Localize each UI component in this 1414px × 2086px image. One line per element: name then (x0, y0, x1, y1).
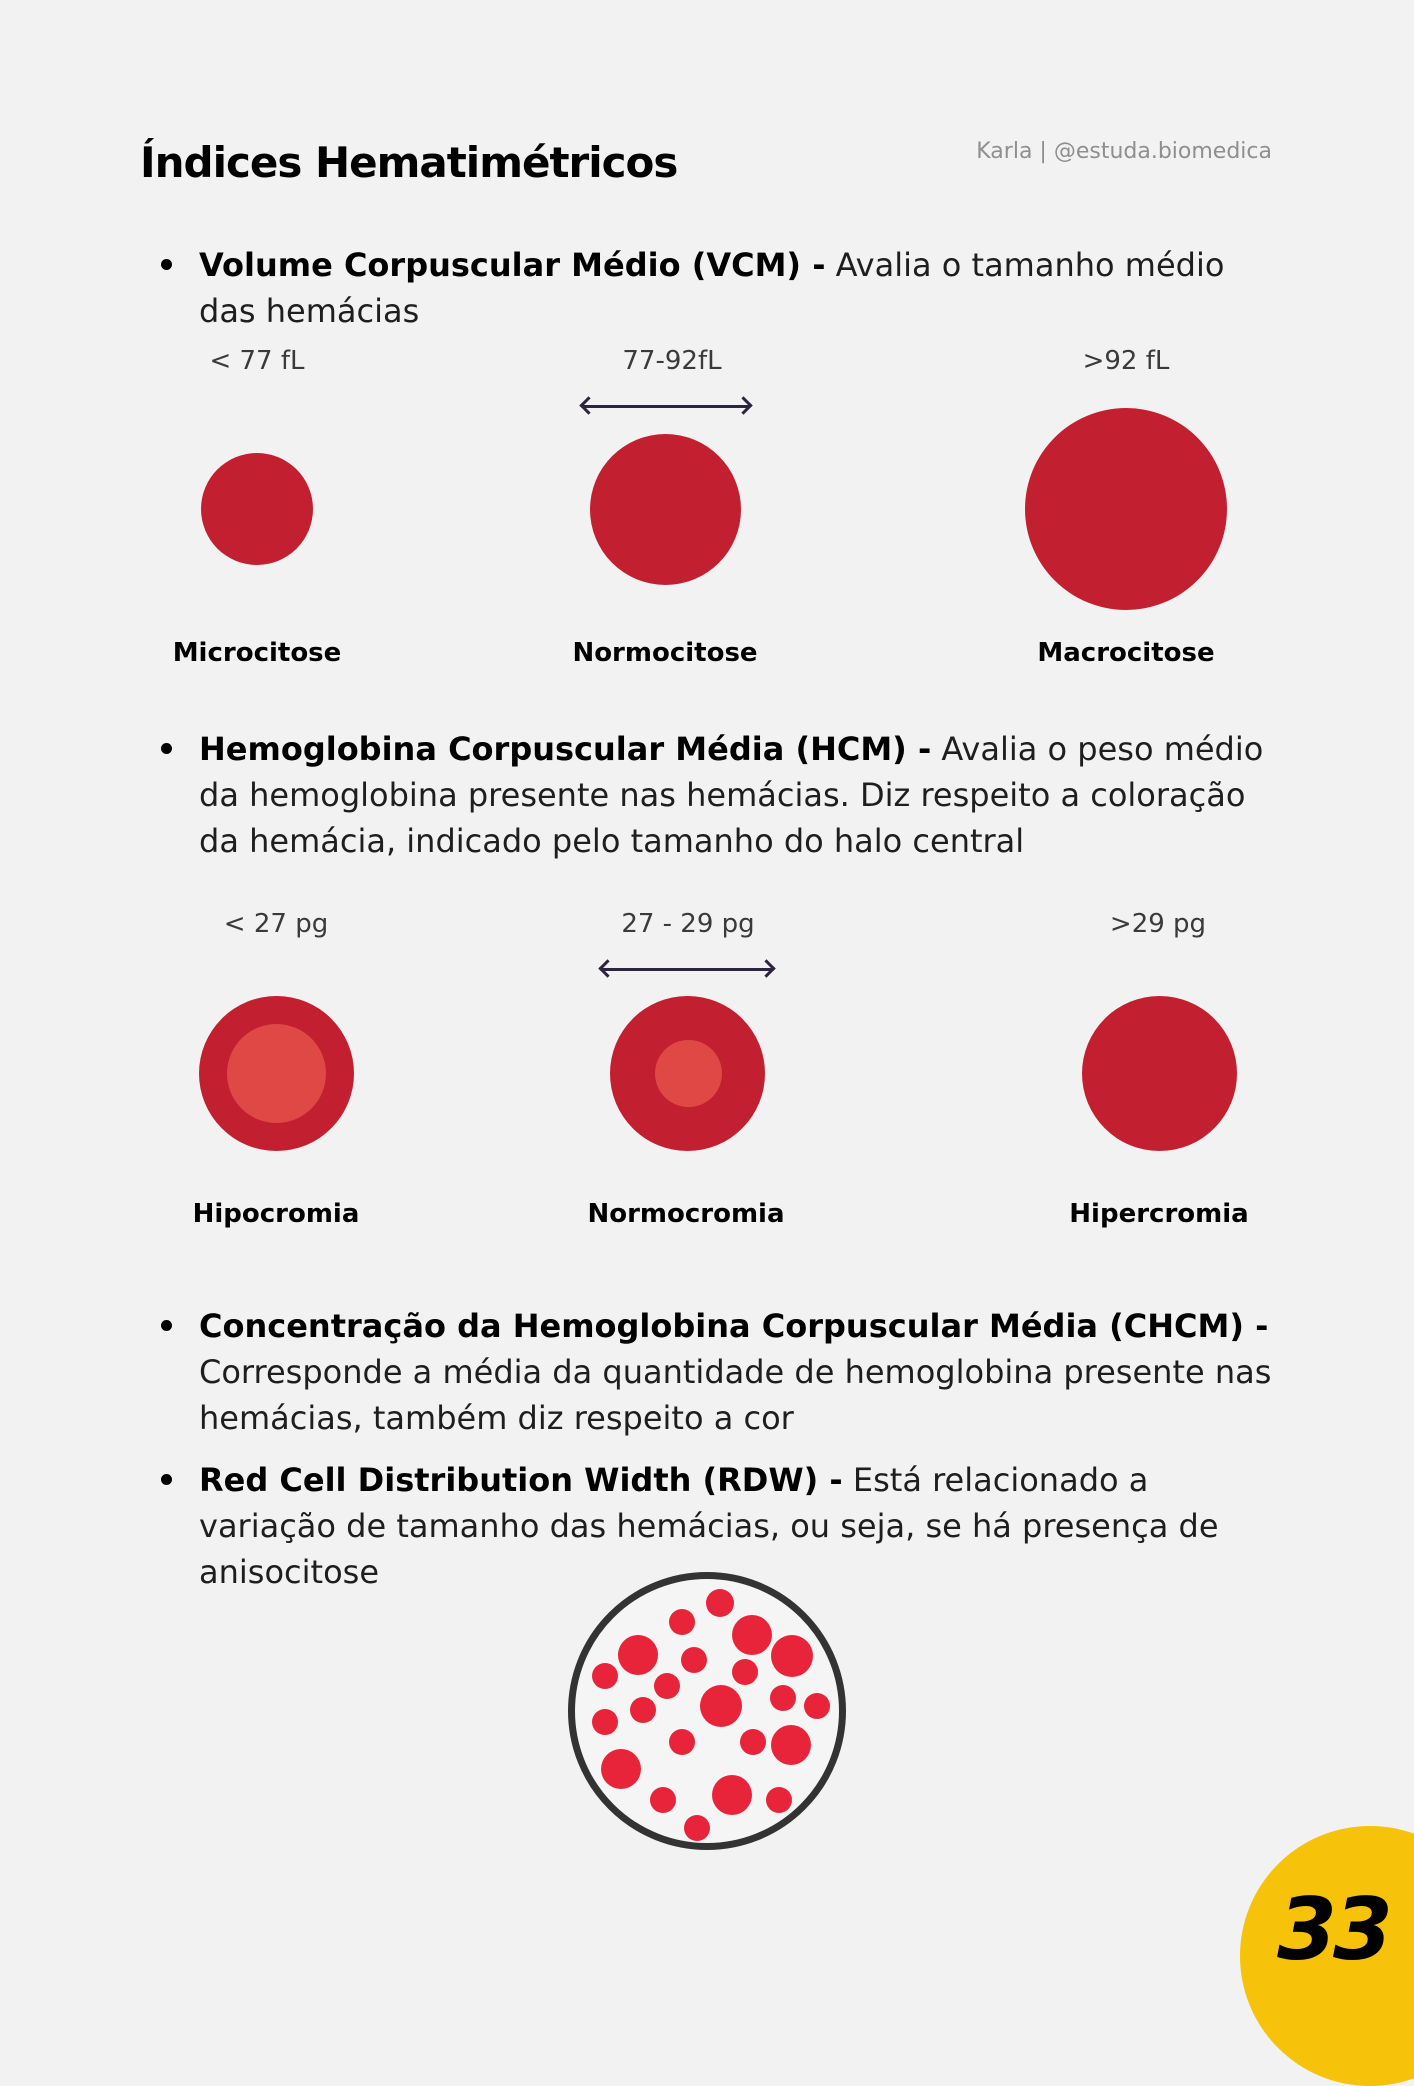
normocyte-cell-icon (590, 434, 741, 585)
vcm-term: Volume Corpuscular Médio (VCM) - (199, 246, 826, 284)
hypochromic-cell-icon (199, 996, 354, 1151)
hcm-bullet (199, 726, 1279, 864)
dish-cell-icon (700, 1685, 742, 1727)
dish-cell-icon (592, 1709, 618, 1735)
dish-cell-icon (740, 1729, 766, 1755)
dish-cell-icon (732, 1615, 772, 1655)
normal-range-arrow-icon (601, 968, 773, 971)
hcm-description: Avalia o peso médio da hemoglobina presente nas hemácias. Diz respeito a coloração da hemácia, indicado pelo tamanho do halo central (199, 730, 1264, 860)
vcm-range-micro: < 77 fL (209, 346, 305, 376)
hcm-term: Hemoglobina Corpuscular Média (HCM) - (199, 730, 932, 768)
vcm-range-macro: >92 fL (1082, 346, 1170, 376)
hcm-label-hiper: Hipercromia (1069, 1199, 1249, 1229)
normochromic-cell-icon (610, 996, 765, 1151)
vcm-range-normo: 77-92fL (622, 346, 722, 376)
dish-cell-icon (712, 1775, 752, 1815)
chcm-bullet (199, 1303, 1279, 1441)
dish-cell-icon (630, 1697, 656, 1723)
dish-cell-icon (592, 1663, 618, 1689)
dish-cell-icon (669, 1729, 695, 1755)
hcm-range-hiper: >29 pg (1109, 909, 1207, 939)
dish-cell-icon (804, 1693, 830, 1719)
microcyte-cell-icon (201, 453, 313, 565)
vcm-label-micro: Microcitose (172, 638, 342, 668)
vcm-bullet (199, 242, 1279, 334)
dish-cell-icon (601, 1749, 641, 1789)
dish-cell-icon (771, 1725, 811, 1765)
hcm-label-hipo: Hipocromia (192, 1199, 360, 1229)
vcm-description: Avalia o tamanho médio das hemácias (199, 246, 1225, 330)
dish-cell-icon (654, 1673, 680, 1699)
dish-cell-icon (684, 1815, 710, 1841)
dish-cell-icon (681, 1647, 707, 1673)
dish-cell-icon (732, 1659, 758, 1685)
dish-cell-icon (766, 1787, 792, 1813)
dish-cell-icon (618, 1635, 658, 1675)
rdw-description: Está relacionado a variação de tamanho das hemácias, ou seja, se há presença de anisocitose (199, 1461, 1219, 1591)
dish-cell-icon (669, 1609, 695, 1635)
vcm-label-macro: Macrocitose (1037, 638, 1215, 668)
page-title: Índices Hematimétricos (140, 138, 678, 187)
chcm-term: Concentração da Hemoglobina Corpuscular Média (CHCM) - (199, 1307, 1269, 1345)
hypochromic-halo-icon (227, 1024, 326, 1123)
rdw-bullet (199, 1457, 1279, 1595)
hyperchromic-cell-icon (1082, 996, 1237, 1151)
chcm-description: Corresponde a média da quantidade de hemoglobina presente nas hemácias, também diz respeito a cor (199, 1353, 1272, 1437)
dish-cell-icon (650, 1787, 676, 1813)
anisocytosis-dish-icon (568, 1572, 846, 1850)
macrocyte-cell-icon (1025, 408, 1227, 610)
normal-range-arrow-icon (582, 405, 750, 408)
vcm-label-normo: Normocitose (572, 638, 758, 668)
author-credit: Karla | @estuda.biomedica (976, 139, 1272, 164)
dish-cell-icon (770, 1685, 796, 1711)
rdw-term: Red Cell Distribution Width (RDW) - (199, 1461, 843, 1499)
dish-cell-icon (706, 1589, 734, 1617)
dish-cell-icon (771, 1635, 813, 1677)
hcm-range-normo: 27 - 29 pg (621, 909, 755, 939)
normochromic-halo-icon (655, 1040, 722, 1107)
hcm-range-hipo: < 27 pg (223, 909, 329, 939)
hcm-label-normo: Normocromia (587, 1199, 785, 1229)
page-number: 33 (1277, 1880, 1389, 1980)
